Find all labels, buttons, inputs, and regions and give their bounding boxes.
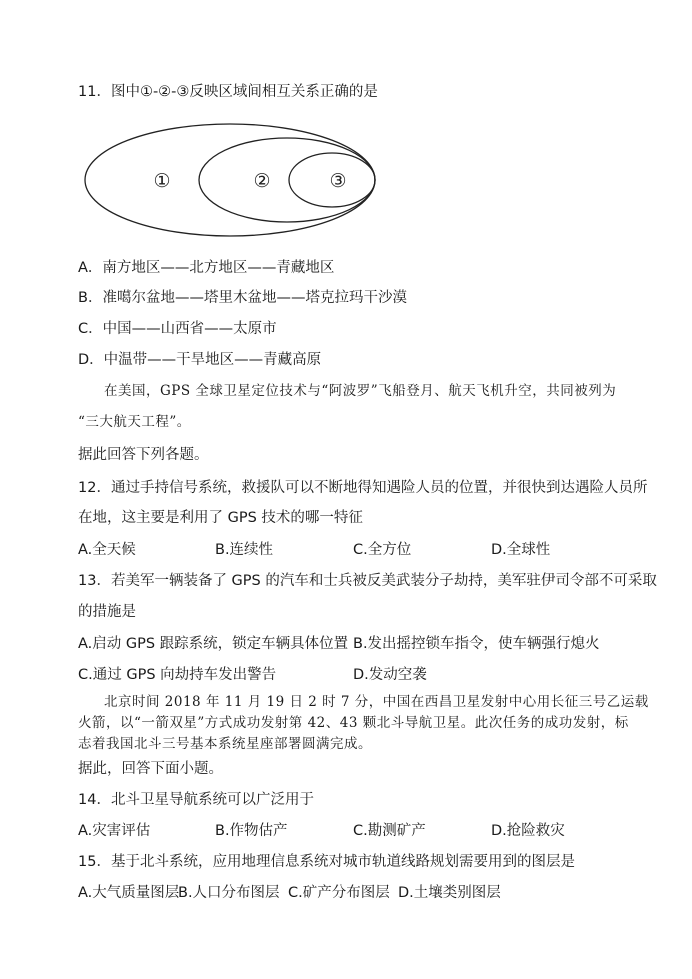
q13-option-b[interactable]: B.发出摇控锁车指令，使车辆强行熄火	[353, 636, 600, 652]
passage2-line2: 火箭，以“一箭双星”方式成功发射第 42、43 颗北斗导航卫星。此次任务的成功发射，标	[78, 715, 629, 731]
q13-stem-line1: 13．若美军一辆装备了 GPS 的汽车和士兵被反美武装分子劫持，美军驻伊司令部不可采取	[78, 573, 657, 589]
q14-option-a[interactable]: A.灾害评估	[78, 823, 151, 839]
q15-option-b[interactable]: B.人口分布图层	[178, 885, 280, 901]
ellipse-3	[289, 153, 375, 207]
q12-stem-line2: 在地，这主要是利用了 GPS 技术的哪一特征	[78, 510, 363, 526]
q11-option-b[interactable]: B．准噶尔盆地——塔里木盆地——塔克拉玛干沙漠	[78, 290, 407, 306]
q14-stem: 14．北斗卫星导航系统可以广泛用于	[78, 792, 314, 808]
q13-option-c[interactable]: C.通过 GPS 向劫持车发出警告	[78, 667, 277, 683]
q12-option-c[interactable]: C.全方位	[353, 542, 412, 558]
q13-option-a[interactable]: A.启动 GPS 跟踪系统，锁定车辆具体位置	[78, 636, 349, 652]
q15-option-d[interactable]: D.土壤类别图层	[398, 885, 501, 901]
label-2: ②	[253, 170, 271, 192]
ellipse-1	[85, 124, 375, 236]
q12-option-a[interactable]: A.全天候	[78, 542, 136, 558]
q14-option-b[interactable]: B.作物估产	[215, 823, 288, 839]
q15-option-a[interactable]: A.大气质量图层	[78, 885, 180, 901]
q11-option-c[interactable]: C．中国——山西省——太原市	[78, 321, 277, 337]
passage1-line2: “三大航天工程”。	[78, 414, 191, 430]
q13-stem-line2: 的措施是	[78, 604, 136, 620]
q13-option-d[interactable]: D.发动空袭	[353, 667, 427, 683]
q14-option-c[interactable]: C.勘测矿产	[353, 823, 426, 839]
passage2-line1: 北京时间 2018 年 11 月 19 日 2 时 7 分，中国在西昌卫星发射中心用长征三号乙运载	[104, 694, 649, 710]
prompt1: 据此回答下列各题。	[78, 447, 209, 463]
q11-option-d[interactable]: D．中温带——干旱地区——青藏高原	[78, 352, 322, 368]
q12-option-b[interactable]: B.连续性	[215, 542, 274, 558]
q12-stem-line1: 12．通过手持信号系统，救援队可以不断地得知遇险人员的位置，并很快到达遇险人员所	[78, 480, 648, 496]
label-1: ①	[153, 170, 171, 192]
passage2-line3: 志着我国北斗三号基本系统星座部署圆满完成。	[78, 736, 372, 752]
q11-stem: 11．图中①-②-③反映区域间相互关系正确的是	[78, 84, 378, 100]
passage1-line1: 在美国，GPS 全球卫星定位技术与“阿波罗”飞船登月、航天飞机升空，共同被列为	[104, 383, 617, 399]
ellipse-2	[199, 138, 375, 222]
q14-option-d[interactable]: D.抢险救灾	[491, 823, 565, 839]
q15-stem: 15．基于北斗系统，应用地理信息系统对城市轨道线路规划需要用到的图层是	[78, 854, 575, 870]
q12-option-d[interactable]: D.全球性	[491, 542, 551, 558]
prompt2: 据此，回答下面小题。	[78, 761, 223, 777]
q15-option-c[interactable]: C.矿产分布图层	[288, 885, 390, 901]
label-3: ③	[329, 170, 347, 192]
q11-option-a[interactable]: A．南方地区——北方地区——青藏地区	[78, 260, 335, 276]
